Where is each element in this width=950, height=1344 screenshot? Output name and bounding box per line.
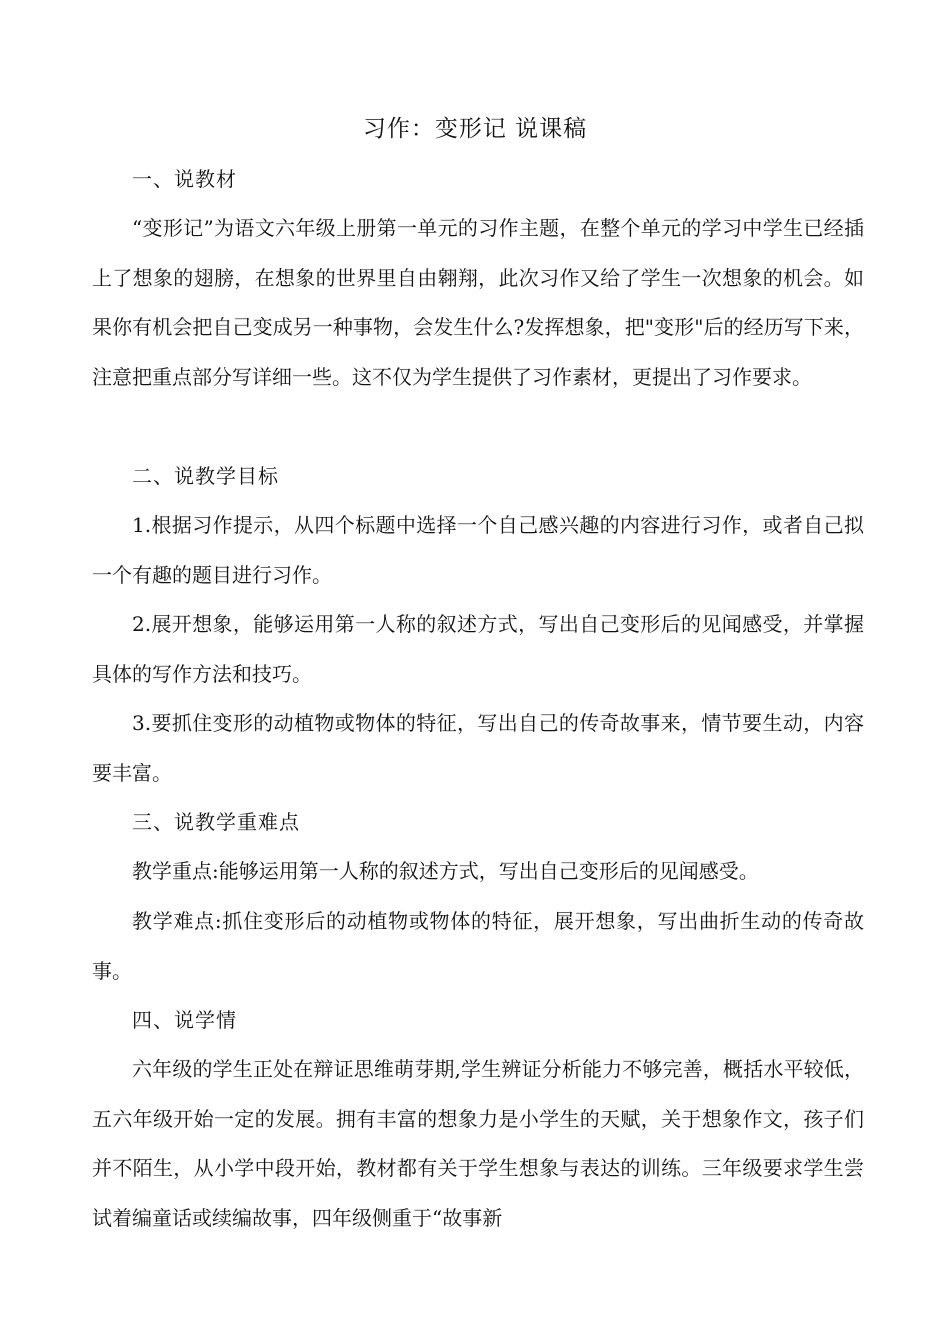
paragraph-textbook: “变形记”为语文六年级上册第一单元的习作主题，在整个单元的学习中学生已经插上了想象的翅膀，在想象的世界里自由翱翔，此次习作又给了学生一次想象的机会。如果你有机会把自己变成另一种事物，会发生什么?发挥想象，把"变形"后的经历写下来，注意把重点部分写详细一些。这不仅为学生提供了习作素材，更提出了习作要求。 <box>92 216 864 389</box>
paragraph-key-point: 教学重点:能够运用第一人称的叙述方式，写出自己变形后的见闻感受。 <box>132 859 759 883</box>
section-heading-key-points: 三、说教学重难点 <box>132 810 300 834</box>
paragraph-objective-2: 2.展开想象，能够运用第一人称的叙述方式，写出自己变形后的见闻感受，并掌握具体的写作方法和技巧。 <box>92 612 864 686</box>
paragraph-difficult-point: 教学难点:抓住变形后的动植物或物体的特征，展开想象，写出曲折生动的传奇故事。 <box>92 909 864 983</box>
paragraph-students: 六年级的学生正处在辩证思维萌芽期,学生辨证分析能力不够完善，概括水平较低，五六年级开始一定的发展。拥有丰富的想象力是小学生的天赋，关于想象作文，孩子们并不陌生，从小学中段开始，教材都有关于学生想象与表达的训练。三年级要求学生尝试着编童话或续编故事，四年级侧重于“故事新 <box>92 1057 864 1230</box>
paragraph-objective-3: 3.要抓住变形的动植物或物体的特征，写出自己的传奇故事来，情节要生动，内容要丰富。 <box>92 711 864 785</box>
document-title: 习作：变形记 说课稿 <box>362 116 588 142</box>
paragraph-objective-1: 1.根据习作提示，从四个标题中选择一个自己感兴趣的内容进行习作，或者自己拟一个有趣的题目进行习作。 <box>92 513 864 587</box>
section-heading-textbook: 一、说教材 <box>132 167 237 191</box>
section-heading-students: 四、说学情 <box>132 1008 237 1032</box>
section-heading-objectives: 二、说教学目标 <box>132 464 279 488</box>
